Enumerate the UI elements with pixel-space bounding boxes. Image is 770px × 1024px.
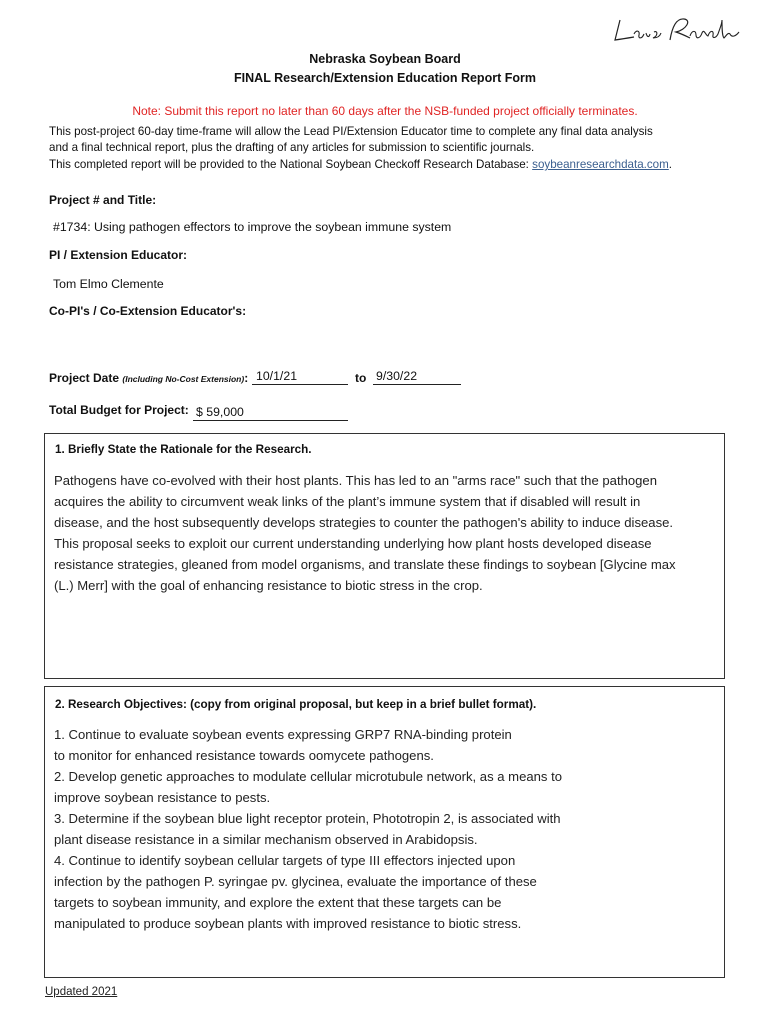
project-date-note: (Including No-Cost Extension) (122, 374, 245, 384)
objective-line: manipulated to produce soybean plants with improved resistance to biotic stress. (54, 916, 522, 931)
submission-note: Note: Submit this report no later than 60 days after the NSB-funded project officially terminates. (132, 104, 638, 118)
to-label: to (355, 371, 367, 385)
updated-footer: Updated 2021 (45, 986, 118, 998)
rationale-text (54, 470, 716, 596)
rationale-line: This proposal seeks to exploit our current understanding underlying how plant hosts developed disease (54, 536, 652, 551)
pi-label: PI / Extension Educator: (49, 248, 188, 262)
project-date-label: Project Date (49, 371, 120, 385)
rationale-heading: 1. Briefly State the Rationale for the Research. (55, 443, 312, 456)
intro-period: . (668, 158, 673, 171)
budget-value: $ 59,000 (196, 405, 244, 419)
objective-line: 4. Continue to identify soybean cellular targets of type III effectors injected upon (54, 853, 516, 868)
handwritten-signature (612, 14, 742, 46)
objective-line: targets to soybean immunity, and explore the extent that these targets can be (54, 895, 502, 910)
budget-field[interactable] (193, 405, 348, 421)
rationale-line: resistance strategies, gleaned from model organisms, and translate these findings to soybean [Glycine max (54, 557, 676, 572)
rationale-line: disease, and the host subsequently develops strategies to counter the pathogen's ability to induce disease. (54, 515, 674, 530)
end-date-field[interactable] (373, 369, 461, 385)
objectives-heading: 2. Research Objectives: (copy from original proposal, but keep in a brief bullet format). (55, 698, 537, 711)
intro-line-3: This completed report will be provided to the National Soybean Checkoff Research Database: (49, 158, 529, 171)
pi-value: Tom Elmo Clemente (53, 277, 164, 291)
objective-line: infection by the pathogen P. syringae pv. glycinea, evaluate the importance of these (54, 874, 537, 889)
project-date-colon: : (244, 371, 249, 385)
rationale-box (44, 433, 725, 679)
intro-line-2: and a final technical report, plus the drafting of any articles for submission to scientific journals. (49, 141, 535, 154)
objective-line: 1. Continue to evaluate soybean events expressing GRP7 RNA-binding protein (54, 727, 512, 742)
objective-line: to monitor for enhanced resistance towards oomycete pathogens. (54, 748, 434, 763)
project-title-label: Project # and Title: (49, 193, 157, 207)
intro-line-1: This post-project 60-day time-frame will allow the Lead PI/Extension Educator time to complete any final data analysis (49, 125, 653, 138)
objective-line: improve soybean resistance to pests. (54, 790, 271, 805)
budget-label: Total Budget for Project: (49, 403, 189, 417)
rationale-line: acquires the ability to circumvent weak links of the plant’s immune system that if disabled will result in (54, 494, 641, 509)
start-date-value: 10/1/21 (256, 369, 298, 383)
copi-label: Co-PI's / Co-Extension Educator's: (49, 304, 247, 318)
database-link[interactable]: soybeanresearchdata.com (532, 158, 669, 171)
end-date-value: 9/30/22 (376, 369, 418, 383)
objectives-box (44, 686, 725, 978)
objectives-text (54, 724, 716, 934)
organization-name: Nebraska Soybean Board (309, 52, 461, 66)
project-date-label-group (49, 371, 248, 385)
rationale-line: (L.) Merr] with the goal of enhancing resistance to biotic stress in the crop. (54, 578, 483, 593)
objective-line: plant disease resistance in a similar mechanism observed in Arabidopsis. (54, 832, 478, 847)
project-title-value: #1734: Using pathogen effectors to improve the soybean immune system (53, 220, 452, 234)
objective-line: 2. Develop genetic approaches to modulate cellular microtubule network, as a means to (54, 769, 563, 784)
intro-line-3-container (49, 157, 672, 173)
rationale-line: Pathogens have co-evolved with their host plants. This has led to an "arms race" such that the pathogen (54, 473, 657, 488)
form-title: FINAL Research/Extension Education Report Form (234, 71, 536, 85)
objective-line: 3. Determine if the soybean blue light receptor protein, Phototropin 2, is associated with (54, 811, 561, 826)
start-date-field[interactable] (252, 369, 348, 385)
